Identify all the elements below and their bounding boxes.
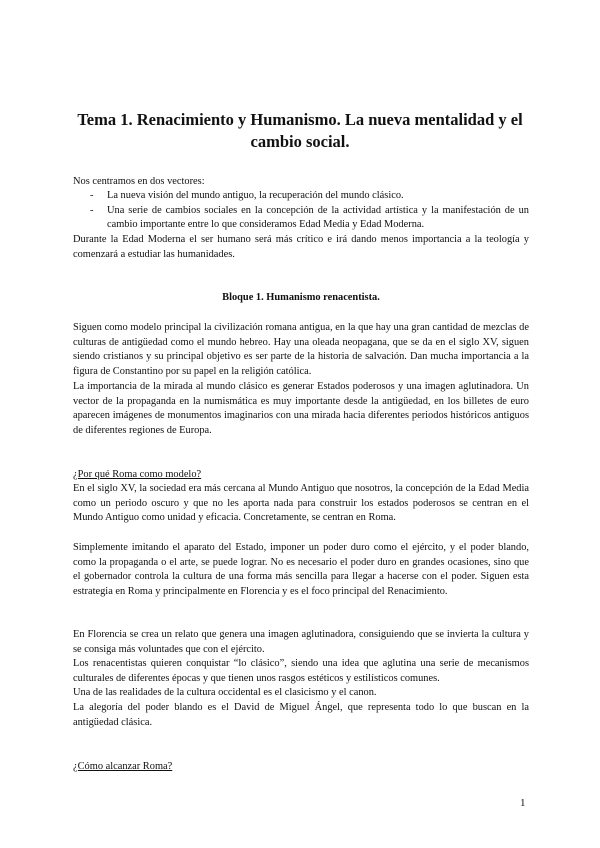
body-paragraph: En el siglo XV, la sociedad era más cercana al Mundo Antiguo que nosotros, la concepción de la Edad Media como un periodo oscuro y que no les aporta nada para construir los estados poderosos se centran en el Mundo Antiguo como unidad y eficacia. Concretamente, se centran en Roma. [73,483,529,524]
intro-closing-paragraph: Durante la Edad Moderna el ser humano será más crítico e irá dando menos importancia a la teología y comenzará a estudiar las humanidades. [73,234,529,260]
body-paragraph: La importancia de la mirada al mundo clásico es generar Estados poderosos y una imagen aglutinadora. Un vector de la propaganda en la numismática es muy importante desde la antigüedad, en los billetes de euro aparecen imágenes de monumentos imaginarios con una mirada hacia diferentes periodos históricos antiguos de diferentes regiones de Europa. [73,381,529,436]
body-paragraph: Simplemente imitando el aparato del Estado, imponer un poder duro como el ejército, y el poder blando, como la propaganda o el arte, se puede lograr. No es necesario el poder duro en grandes ocasiones, sino que el gobernador controla la cultura de una forma más sencilla para llegar a hacerse con el poder. Siguen esta estrategia en Roma y principalmente en Florencia y es el foco principal del Renacimiento. [73,542,529,597]
intro-bullet-list [73,189,529,233]
body-paragraph: Una de las realidades de la cultura occidental es el clasicismo y el canon. [73,687,377,698]
body-paragraph: En Florencia se crea un relato que genera una imagen aglutinadora, consiguiendo que se invierta la cultura y se consiga más voluntades que con el ejército. [73,629,529,655]
section-heading: Bloque 1. Humanismo renacentista. [222,292,380,303]
body-paragraph: Siguen como modelo principal la civilización romana antigua, en la que hay una gran cantidad de mezclas de culturas de antigüedad como el mundo hebreo. Hay una oleada neopagana, que se da en el siglo XV, siguen siendo cristianos y su principal objetivo es ser parte de la historia de salvación. Dan mucha importancia a la figura de Constantino por su papel en la religión católica. [73,322,529,377]
body-paragraph: La alegoría del poder blando es el David de Miguel Ángel, que representa todo lo que buscan en la antigüedad clásica. [73,702,529,728]
list-item: - Una serie de cambios sociales en la concepción de la actividad artística y la manifestación de un cambio importante entre lo que consideramos Edad Media y Edad Moderna. [90,204,529,231]
question-heading: ¿Por qué Roma como modelo? [73,469,202,480]
intro-lead: Nos centramos en dos vectores: [73,176,205,187]
page-title: Tema 1. Renacimiento y Humanismo. La nueva mentalidad y el cambio social. [77,110,523,151]
bullet-dash: - [90,204,94,216]
list-item: - La nueva visión del mundo antiguo, la recuperación del mundo clásico. [73,189,529,204]
question-heading: ¿Cómo alcanzar Roma? [73,761,173,772]
body-paragraph: Los renacentistas quieren conquistar “lo clásico”, siendo una idea que aglutina una serie de mecanismos culturales de diferentes épocas y que tienen unos rasgos estéticos y estilísticos comunes. [73,658,529,684]
bullet-dash: - [90,190,94,201]
page-number: 1 [520,797,526,809]
